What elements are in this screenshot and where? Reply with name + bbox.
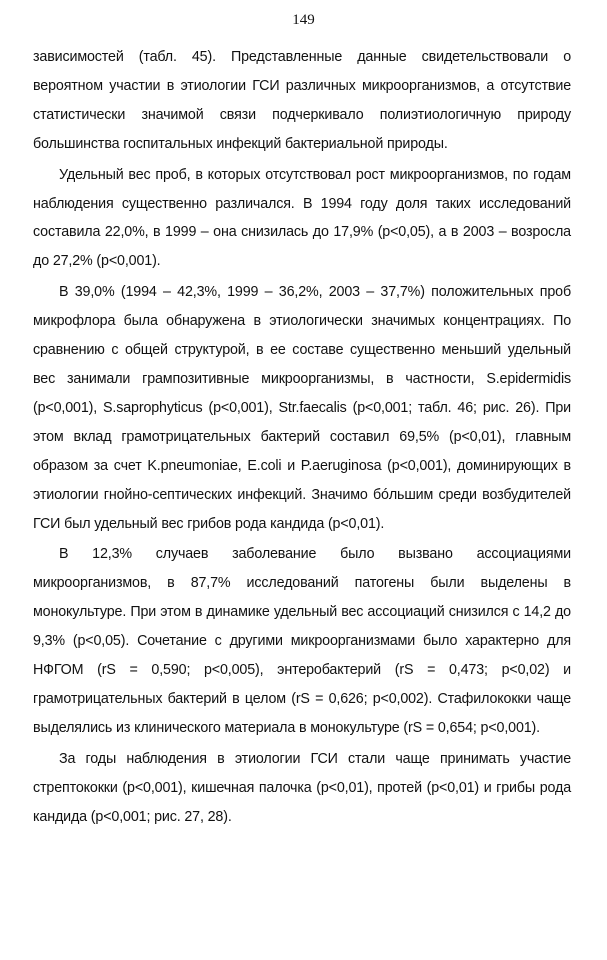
page-number: 149 (292, 12, 315, 28)
paragraph-5: За годы наблюдения в этиологии ГСИ стали чаще принимать участие стрептококки (p<0,001), кишечная палочка (p<0,01), протей (p<0,01) и грибы рода кандида (p<0,001; рис. 27, 28). (33, 750, 571, 825)
body-text (33, 43, 571, 831)
paragraph-2: Удельный вес проб, в которых отсутствовал рост микроорганизмов, по годам наблюдения существенно различался. В 1994 году доля таких исследований составила 22,0%, в 1999 – она снизилась до 17,9% (p<0,05), а в 2003 – возросла до 27,2% (p<0,001). (33, 166, 571, 270)
paragraph-3: В 39,0% (1994 – 42,3%, 1999 – 36,2%, 2003 – 37,7%) положительных проб микрофлора была обнаружена в этиологически значимых концентрациях. По сравнению с общей структурой, в ее составе существенно меньший удельный вес занимали грампозитивные микроорганизмы, в частности, S.epidermidis (p<0,001), S.saprophyticus (p<0,001), Str.faecalis (p<0,001; табл. 46; рис. 26). При этом вклад грамотрицательных бактерий составил 69,5% (p<0,01), главным образом за счет K.pneumoniae, E.coli и P.aeruginosa (p<0,001), доминирующих в этиологии гнойно-септических инфекций. Значимо бóльшим среди возбудителей ГСИ был удельный вес грибов рода кандида (p<0,01). (33, 284, 571, 532)
paragraph-4: В 12,3% случаев заболевание было вызвано ассоциациями микроорганизмов, в 87,7% исследований патогены были выделены в монокультуре. При этом в динамике удельный вес ассоциаций снизился с 14,2 до 9,3% (p<0,05). Сочетание с другими микроорганизмами было характерно для НФГОМ (rS = 0,590; p<0,005), энтеробактерий (rS = 0,473; p<0,02) и грамотрицательных бактерий в целом (rS = 0,626; p<0,002). Стафилококки чаще выделялись из клинического материала в монокультуре (rS = 0,654; p<0,001). (33, 546, 571, 736)
paragraph-1: зависимостей (табл. 45). Представленные данные свидетельствовали о вероятном участии в этиологии ГСИ различных микроорганизмов, а отсутствие статистически значимой связи подчеркивало полиэтиологичную природу большинства госпитальных инфекций бактериальной природы. (33, 49, 571, 152)
